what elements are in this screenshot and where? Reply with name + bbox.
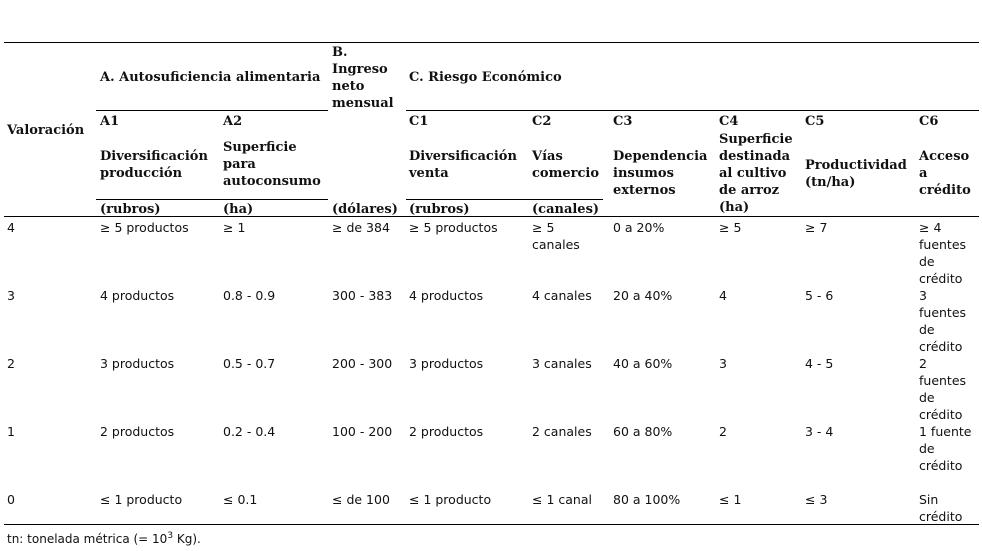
cell-a2: ≤ 0.1 [223, 492, 258, 507]
cell-c6: 1 fuente de crédito [919, 424, 972, 473]
cell-c3: 60 a 80% [613, 424, 673, 439]
header-a1-code: A1 [100, 114, 120, 129]
header-a2-unit: (ha) [223, 202, 254, 217]
header-c3-code: C3 [613, 114, 633, 129]
cell-c3: 20 a 40% [613, 288, 673, 303]
header-c3-name: Dependencia insumos externos [613, 149, 708, 198]
header-c6-name: Acceso a crédito [919, 149, 971, 198]
header-a1-name: Diversificación producción [100, 149, 208, 181]
cell-val: 4 [7, 220, 15, 235]
header-c1-unit: (rubros) [409, 202, 470, 217]
header-b-unit: (dólares) [332, 202, 398, 217]
header-group-a: A. Autosuficiencia alimentaria [100, 70, 321, 85]
cell-c6: Sin crédito [919, 492, 963, 524]
header-c5-name: Productividad (tn/ha) [805, 158, 907, 190]
rule-group-c [406, 110, 979, 111]
cell-a2: 0.2 - 0.4 [223, 424, 276, 439]
cell-a1: 3 productos [100, 356, 175, 371]
header-c5-code: C5 [805, 114, 825, 129]
header-c2-unit: (canales) [532, 202, 600, 217]
cell-c2: ≥ 5 canales [532, 220, 580, 252]
header-group-c: C. Riesgo Económico [409, 70, 562, 85]
cell-a1: 2 productos [100, 424, 175, 439]
cell-c2: 4 canales [532, 288, 592, 303]
cell-c1: 4 productos [409, 288, 484, 303]
cell-c1: 3 productos [409, 356, 484, 371]
footnote-prefix: tn: tonelada métrica (= 10 [7, 532, 168, 546]
cell-c5: 5 - 6 [805, 288, 834, 303]
cell-c2: 2 canales [532, 424, 592, 439]
cell-b: ≤ de 100 [332, 492, 390, 507]
header-c4-name: Superficie destinada al cultivo de arroz (ha) [719, 132, 793, 215]
cell-a2: 0.8 - 0.9 [223, 288, 276, 303]
cell-c3: 0 a 20% [613, 220, 665, 235]
rule-unit-a [96, 199, 328, 200]
cell-c2: ≤ 1 canal [532, 492, 592, 507]
cell-c1: ≤ 1 producto [409, 492, 492, 507]
cell-b: ≥ de 384 [332, 220, 390, 235]
cell-a1: 4 productos [100, 288, 175, 303]
header-c2-code: C2 [532, 114, 552, 129]
cell-c5: 4 - 5 [805, 356, 834, 371]
header-group-b: B. Ingreso neto mensual [332, 45, 394, 111]
header-a2-name: Superficie para autoconsumo [223, 140, 321, 189]
footnote-suffix: Kg). [173, 532, 201, 546]
header-c6-code: C6 [919, 114, 939, 129]
cell-b: 300 - 383 [332, 288, 393, 303]
cell-c6: ≥ 4 fuentes de crédito [919, 220, 967, 286]
bottom-rule [4, 524, 979, 525]
cell-c4: 2 [719, 424, 727, 439]
cell-a2: 0.5 - 0.7 [223, 356, 276, 371]
cell-c2: 3 canales [532, 356, 592, 371]
rule-group-a [96, 110, 328, 111]
cell-c1: 2 productos [409, 424, 484, 439]
cell-c5: ≤ 3 [805, 492, 828, 507]
cell-c4: ≥ 5 [719, 220, 742, 235]
cell-a1: ≤ 1 producto [100, 492, 183, 507]
cell-val: 3 [7, 288, 15, 303]
footnote [7, 531, 201, 547]
header-c4-code: C4 [719, 114, 739, 129]
cell-val: 0 [7, 492, 15, 507]
cell-a2: ≥ 1 [223, 220, 246, 235]
cell-c3: 40 a 60% [613, 356, 673, 371]
cell-val: 1 [7, 424, 15, 439]
footnote-exponent: 3 [167, 531, 174, 541]
cell-c5: ≥ 7 [805, 220, 828, 235]
cell-a1: ≥ 5 productos [100, 220, 189, 235]
header-valoracion: Valoración [7, 123, 85, 138]
cell-c4: ≤ 1 [719, 492, 742, 507]
cell-c4: 3 [719, 356, 727, 371]
header-c2-name: Vías comercio [532, 149, 599, 181]
cell-c1: ≥ 5 productos [409, 220, 498, 235]
header-c1-name: Diversificación venta [409, 149, 517, 181]
cell-b: 100 - 200 [332, 424, 393, 439]
top-rule [4, 42, 979, 43]
cell-c4: 4 [719, 288, 727, 303]
cell-c3: 80 a 100% [613, 492, 681, 507]
cell-c5: 3 - 4 [805, 424, 834, 439]
cell-val: 2 [7, 356, 15, 371]
header-a2-code: A2 [223, 114, 243, 129]
cell-c6: 2 fuentes de crédito [919, 356, 967, 422]
header-c1-code: C1 [409, 114, 429, 129]
header-a1-unit: (rubros) [100, 202, 161, 217]
rule-unit-c [406, 199, 603, 200]
cell-b: 200 - 300 [332, 356, 393, 371]
cell-c6: 3 fuentes de crédito [919, 288, 967, 354]
